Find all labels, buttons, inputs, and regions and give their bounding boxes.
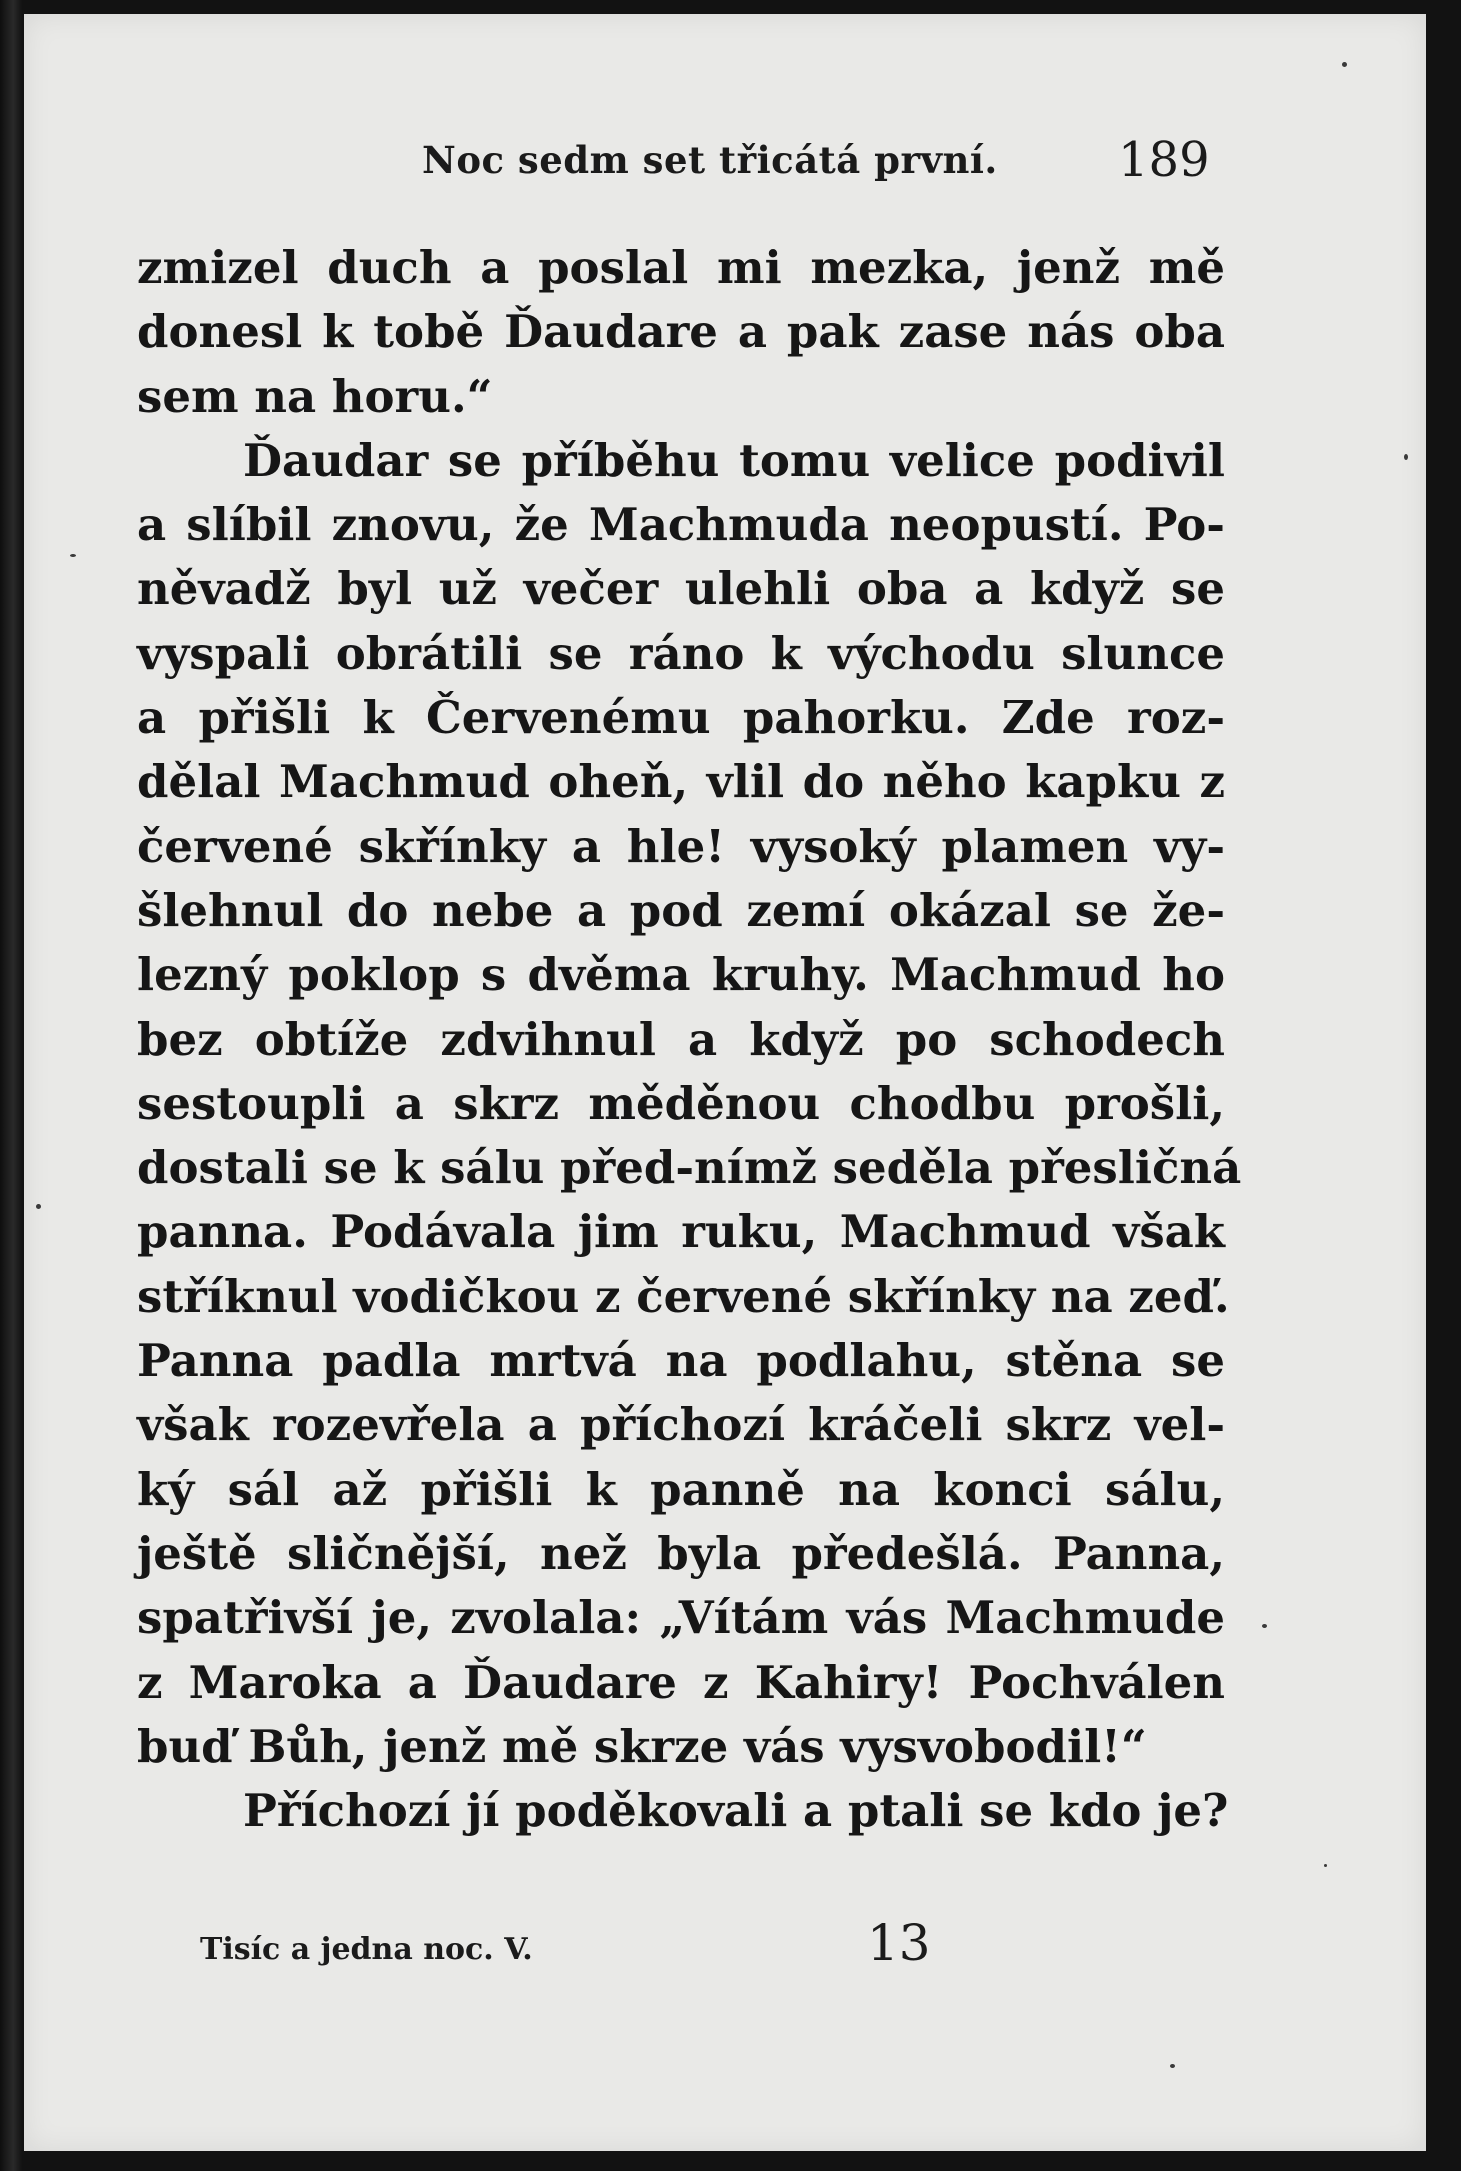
page-number: 189 bbox=[1118, 132, 1210, 188]
text-line: ještě sličnější, než byla předešlá. Panna, bbox=[137, 1526, 1225, 1580]
text-line: lezný poklop s dvěma kruhy. Machmud ho bbox=[137, 948, 1225, 1002]
text-line: z Maroka a Ďaudare z Kahiry! Pochválen bbox=[137, 1655, 1225, 1709]
text-line: sestoupli a skrz měděnou chodbu prošli, bbox=[137, 1076, 1225, 1130]
text-line: Panna padla mrtvá na podlahu, stěna se bbox=[137, 1334, 1225, 1388]
text-line: a přišli k Červenému pahorku. Zde roz- bbox=[137, 691, 1225, 745]
signature-mark: 13 bbox=[867, 1914, 931, 1972]
book-page bbox=[24, 14, 1426, 2151]
text-line: šlehnul do nebe a pod zemí okázal se že- bbox=[137, 883, 1225, 937]
text-line: dostali se k sálu před-nímž seděla přesličná bbox=[137, 1141, 1242, 1195]
book-binding-edge bbox=[0, 0, 22, 2171]
text-line: Příchozí jí poděkovali a ptali se kdo je? bbox=[243, 1784, 1229, 1838]
text-line: a slíbil znovu, že Machmuda neopustí. Po- bbox=[137, 498, 1225, 552]
text-line: stříknul vodičkou z červené skřínky na zeď. bbox=[137, 1269, 1230, 1323]
text-line: dělal Machmud oheň, vlil do něho kapku z bbox=[137, 755, 1225, 809]
text-line: buď Bůh, jenž mě skrze vás vysvobodil!“ bbox=[137, 1719, 1147, 1773]
text-line: bez obtíže zdvihnul a když po schodech bbox=[137, 1012, 1225, 1066]
ink-speck bbox=[36, 1204, 41, 1209]
text-line: něvadž byl už večer ulehli oba a když se bbox=[137, 562, 1225, 616]
text-line: vyspali obrátili se ráno k východu slunce bbox=[137, 626, 1225, 680]
text-line: červené skřínky a hle! vysoký plamen vy- bbox=[137, 819, 1225, 873]
ink-speck bbox=[1342, 62, 1347, 67]
ink-speck bbox=[1404, 454, 1408, 460]
footer-book-title: Tisíc a jedna noc. V. bbox=[200, 1932, 533, 1967]
text-line: sem na horu.“ bbox=[137, 369, 493, 423]
text-line: spatřivší je, zvolala: „Vítám vás Machmude bbox=[137, 1591, 1225, 1645]
text-line: ký sál až přišli k panně na konci sálu, bbox=[137, 1462, 1225, 1516]
body-text bbox=[137, 236, 1242, 1843]
running-title: Noc sedm set třicátá první. bbox=[422, 138, 998, 182]
page-footer bbox=[24, 1914, 1426, 1984]
ink-speck bbox=[70, 554, 76, 557]
text-line: donesl k tobě Ďaudare a pak zase nás oba bbox=[137, 305, 1225, 359]
text-line: Ďaudar se příběhu tomu velice podivil bbox=[243, 433, 1225, 487]
page-header bbox=[24, 132, 1426, 192]
text-line: zmizel duch a poslal mi mezka, jenž mě bbox=[137, 241, 1225, 294]
ink-speck bbox=[1170, 2064, 1175, 2068]
text-line: však rozevřela a příchozí kráčeli skrz vel- bbox=[137, 1398, 1225, 1452]
ink-speck bbox=[1324, 1864, 1327, 1867]
ink-speck bbox=[1262, 1624, 1267, 1628]
text-line: panna. Podávala jim ruku, Machmud však bbox=[137, 1205, 1225, 1259]
